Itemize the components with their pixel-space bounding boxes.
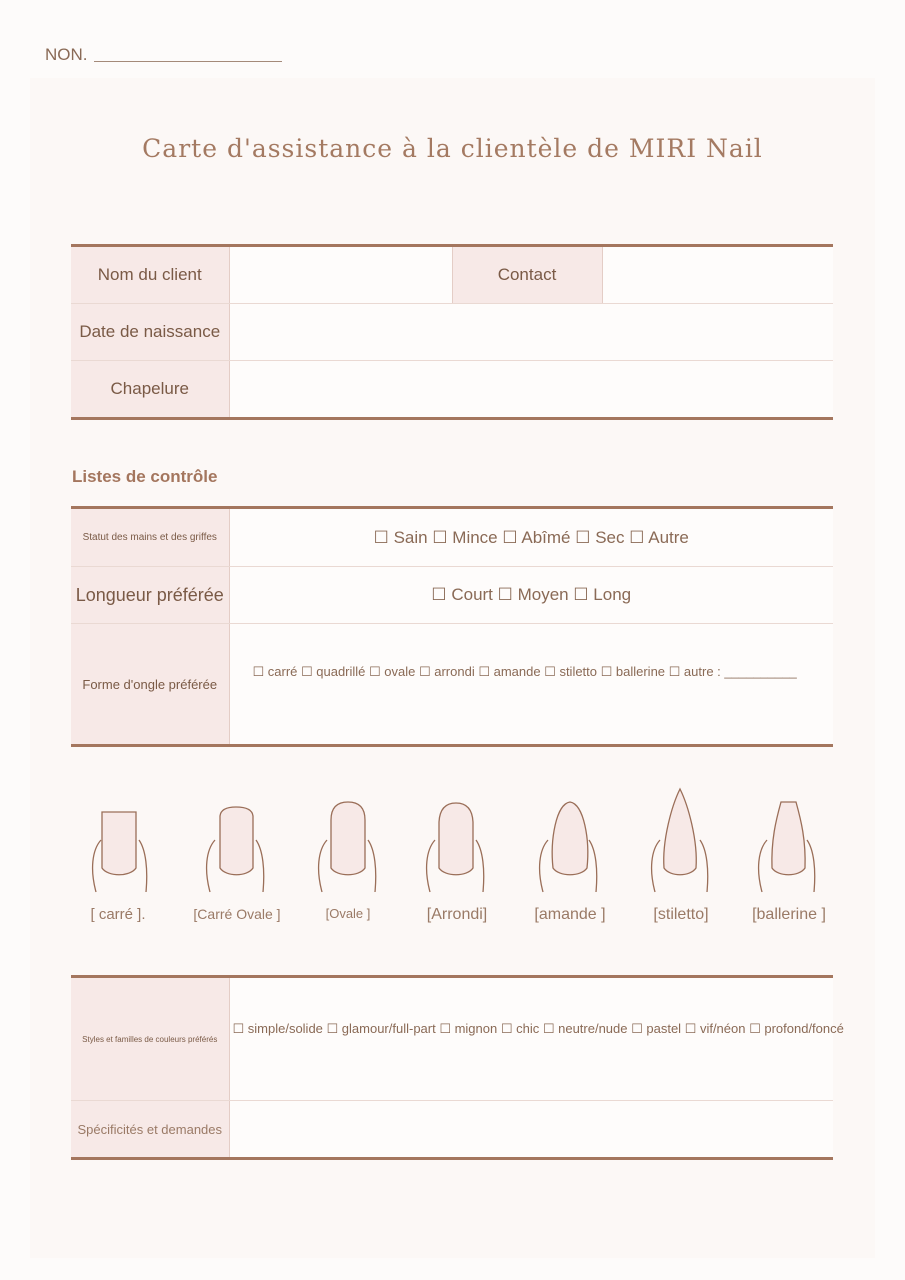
square-nail-icon — [93, 812, 147, 892]
requests-label: Spécificités et demandes — [71, 1101, 229, 1159]
requests-field[interactable] — [229, 1101, 833, 1159]
nail-shapes-svg — [0, 780, 905, 900]
client-name-label: Nom du client — [71, 246, 229, 304]
number-label: NON. — [45, 45, 88, 64]
nail-label-squoval: [Carré Ovale ] — [193, 906, 281, 922]
checklist-table — [71, 506, 833, 747]
hand-status-options[interactable]: ☐ Sain ☐ Mince ☐ Abîmé ☐ Sec ☐ Autre — [229, 508, 833, 567]
preferred-shape-options[interactable]: ☐ carré ☐ quadrillé ☐ ovale ☐ arrondi ☐ amande ☐ stiletto ☐ ballerine ☐ autre : __________ — [229, 624, 833, 746]
stiletto-nail-icon — [652, 789, 708, 892]
client-info-table — [71, 244, 833, 420]
color-styles-options[interactable]: ☐ simple/solide ☐ glamour/full-part ☐ mignon ☐ chic ☐ neutre/nude ☐ pastel ☐ vif/néon ☐ profond/foncé — [229, 977, 833, 1101]
birth-date-field[interactable] — [229, 304, 833, 361]
contact-field[interactable] — [602, 246, 833, 304]
nail-label-stiletto: [stiletto] — [653, 906, 709, 923]
nail-label-ballerina: [ballerine ] — [752, 906, 826, 923]
round-nail-icon — [427, 803, 484, 892]
preferred-length-options[interactable]: ☐ Court ☐ Moyen ☐ Long — [229, 567, 833, 624]
oval-nail-icon — [319, 802, 376, 892]
page-title: Carte d'assistance à la clientèle de MIRI Nail — [142, 134, 763, 163]
contact-label: Contact — [452, 246, 602, 304]
nail-label-round: [Arrondi] — [426, 906, 488, 923]
client-name-field[interactable] — [229, 246, 452, 304]
birth-date-label: Date de naissance — [71, 304, 229, 361]
number-field-line[interactable] — [94, 61, 282, 62]
almond-nail-icon — [540, 802, 597, 892]
nail-label-almond: [amande ] — [534, 906, 606, 923]
squoval-nail-icon — [207, 807, 264, 892]
preferred-shape-label: Forme d'ongle préférée — [71, 624, 229, 746]
nail-label-square: [ carré ]. — [90, 906, 146, 923]
nail-label-oval: [Ovale ] — [325, 906, 371, 921]
checklist-title: Listes de contrôle — [72, 467, 218, 486]
chapelure-label: Chapelure — [71, 361, 229, 419]
preferred-length-label: Longueur préférée — [71, 567, 229, 624]
color-styles-label: Styles et familles de couleurs préférés — [71, 977, 229, 1101]
chapelure-field[interactable] — [229, 361, 833, 419]
styles-table — [71, 975, 844, 1160]
ballerina-nail-icon — [759, 802, 815, 892]
hand-status-label: Statut des mains et des griffes — [71, 508, 229, 567]
